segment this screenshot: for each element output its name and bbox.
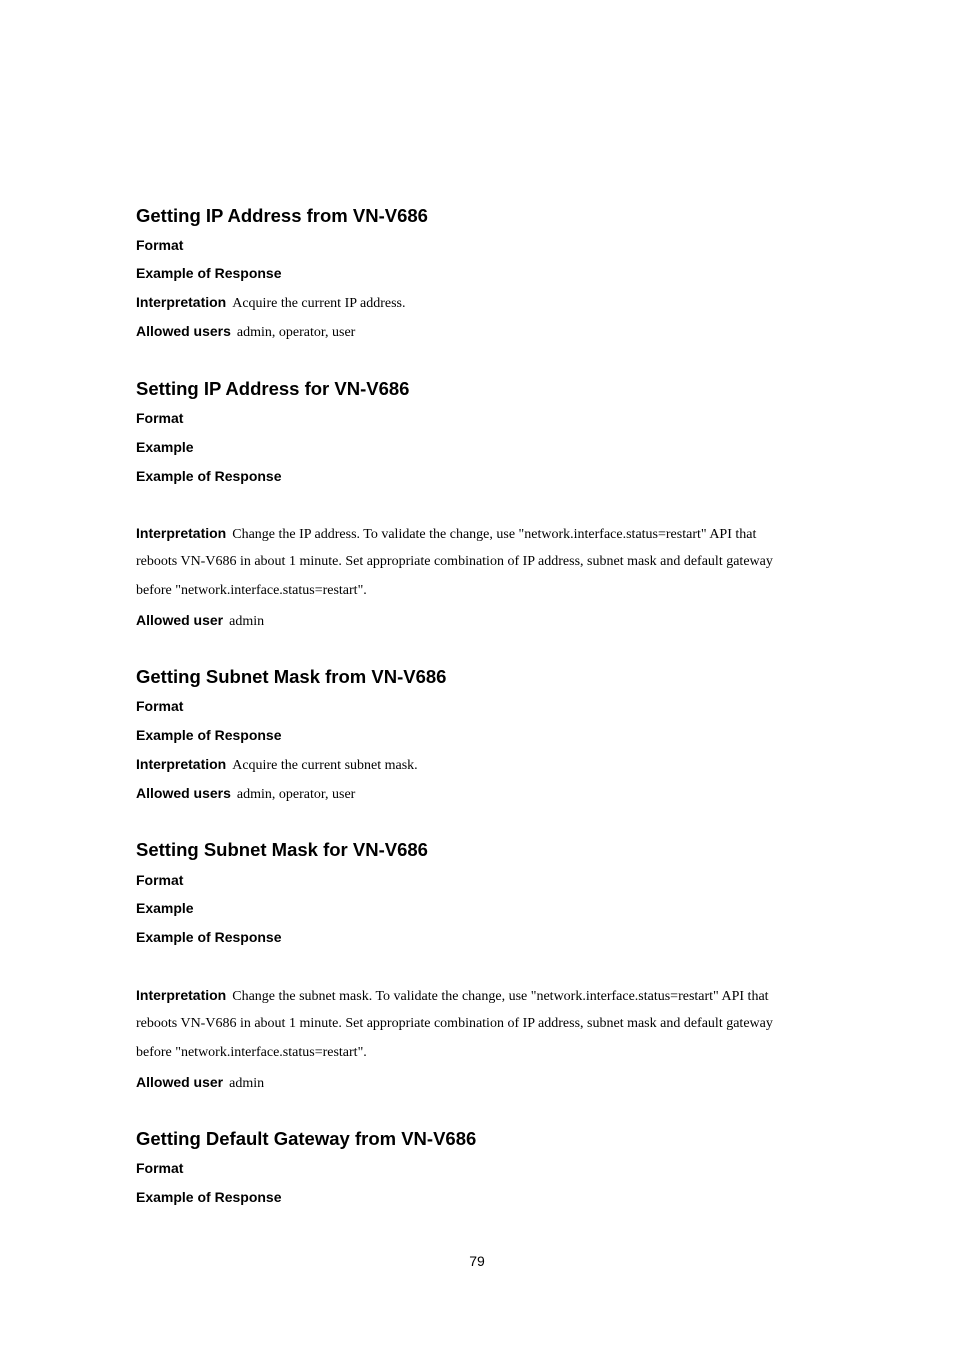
- interpretation-row: [136, 986, 769, 1006]
- response-row: [136, 928, 282, 947]
- allowed-users-row: [136, 611, 264, 631]
- section-title: Getting Subnet Mask from VN-V686: [136, 666, 447, 687]
- response-label: Example of Response: [136, 929, 282, 945]
- format-label: Format: [136, 1160, 184, 1176]
- format-row: [136, 697, 183, 716]
- interpretation-label: Interpretation: [136, 294, 227, 310]
- interpretation-label: Interpretation: [136, 987, 227, 1003]
- interpretation-text-line: reboots VN-V686 in about 1 minute. Set appropriate combination of IP address, subnet mask and default gateway: [136, 1016, 773, 1031]
- interpretation-label: Interpretation: [136, 525, 227, 541]
- response-label: Example of Response: [136, 265, 282, 281]
- allowed-users-text: admin: [229, 614, 265, 629]
- example-row: [136, 899, 194, 918]
- response-row: [136, 264, 282, 283]
- format-row: [136, 409, 183, 428]
- allowed-users-text: admin: [229, 1076, 265, 1091]
- section-title: Getting Default Gateway from VN-V686: [136, 1128, 477, 1149]
- interpretation-text-line: before "network.interface.status=restart".: [136, 1045, 367, 1060]
- response-row: [136, 726, 282, 745]
- interpretation-text: Acquire the current subnet mask.: [232, 758, 418, 773]
- format-row: [136, 236, 183, 255]
- interpretation-row: [136, 293, 405, 313]
- format-row: [136, 871, 183, 890]
- interpretation-text-line: reboots VN-V686 in about 1 minute. Set appropriate combination of IP address, subnet mask and default gateway: [136, 554, 773, 569]
- interpretation-row: [136, 755, 418, 775]
- format-row: [136, 1159, 183, 1178]
- allowed-users-row: [136, 322, 355, 342]
- section-title: Setting IP Address for VN-V686: [136, 378, 410, 399]
- format-label: Format: [136, 872, 184, 888]
- allowed-users-label: Allowed user: [136, 612, 224, 628]
- response-label: Example of Response: [136, 1189, 282, 1205]
- section-title: Setting Subnet Mask for VN-V686: [136, 839, 428, 860]
- allowed-users-text: admin, operator, user: [236, 325, 356, 340]
- interpretation-row: [136, 524, 756, 544]
- allowed-users-row: [136, 784, 355, 804]
- interpretation-text: Change the subnet mask. To validate the change, use "network.interface.status=restart" API that: [232, 989, 769, 1004]
- page-number: 79: [469, 1253, 485, 1269]
- interpretation-label: Interpretation: [136, 756, 227, 772]
- allowed-users-label: Allowed users: [136, 323, 231, 339]
- response-label: Example of Response: [136, 468, 282, 484]
- interpretation-text: Change the IP address. To validate the change, use "network.interface.status=restart" API that: [232, 527, 757, 542]
- format-label: Format: [136, 237, 184, 253]
- format-label: Format: [136, 410, 184, 426]
- response-row: [136, 467, 282, 486]
- example-row: [136, 438, 194, 457]
- allowed-users-label: Allowed user: [136, 1074, 224, 1090]
- format-label: Format: [136, 698, 184, 714]
- example-label: Example: [136, 439, 194, 455]
- response-label: Example of Response: [136, 727, 282, 743]
- allowed-users-row: [136, 1073, 264, 1093]
- allowed-users-text: admin, operator, user: [236, 787, 356, 802]
- interpretation-text-line: before "network.interface.status=restart".: [136, 583, 367, 598]
- response-row: [136, 1188, 282, 1207]
- example-label: Example: [136, 900, 194, 916]
- section-title: Getting IP Address from VN-V686: [136, 205, 428, 226]
- interpretation-text: Acquire the current IP address.: [232, 296, 406, 311]
- allowed-users-label: Allowed users: [136, 785, 231, 801]
